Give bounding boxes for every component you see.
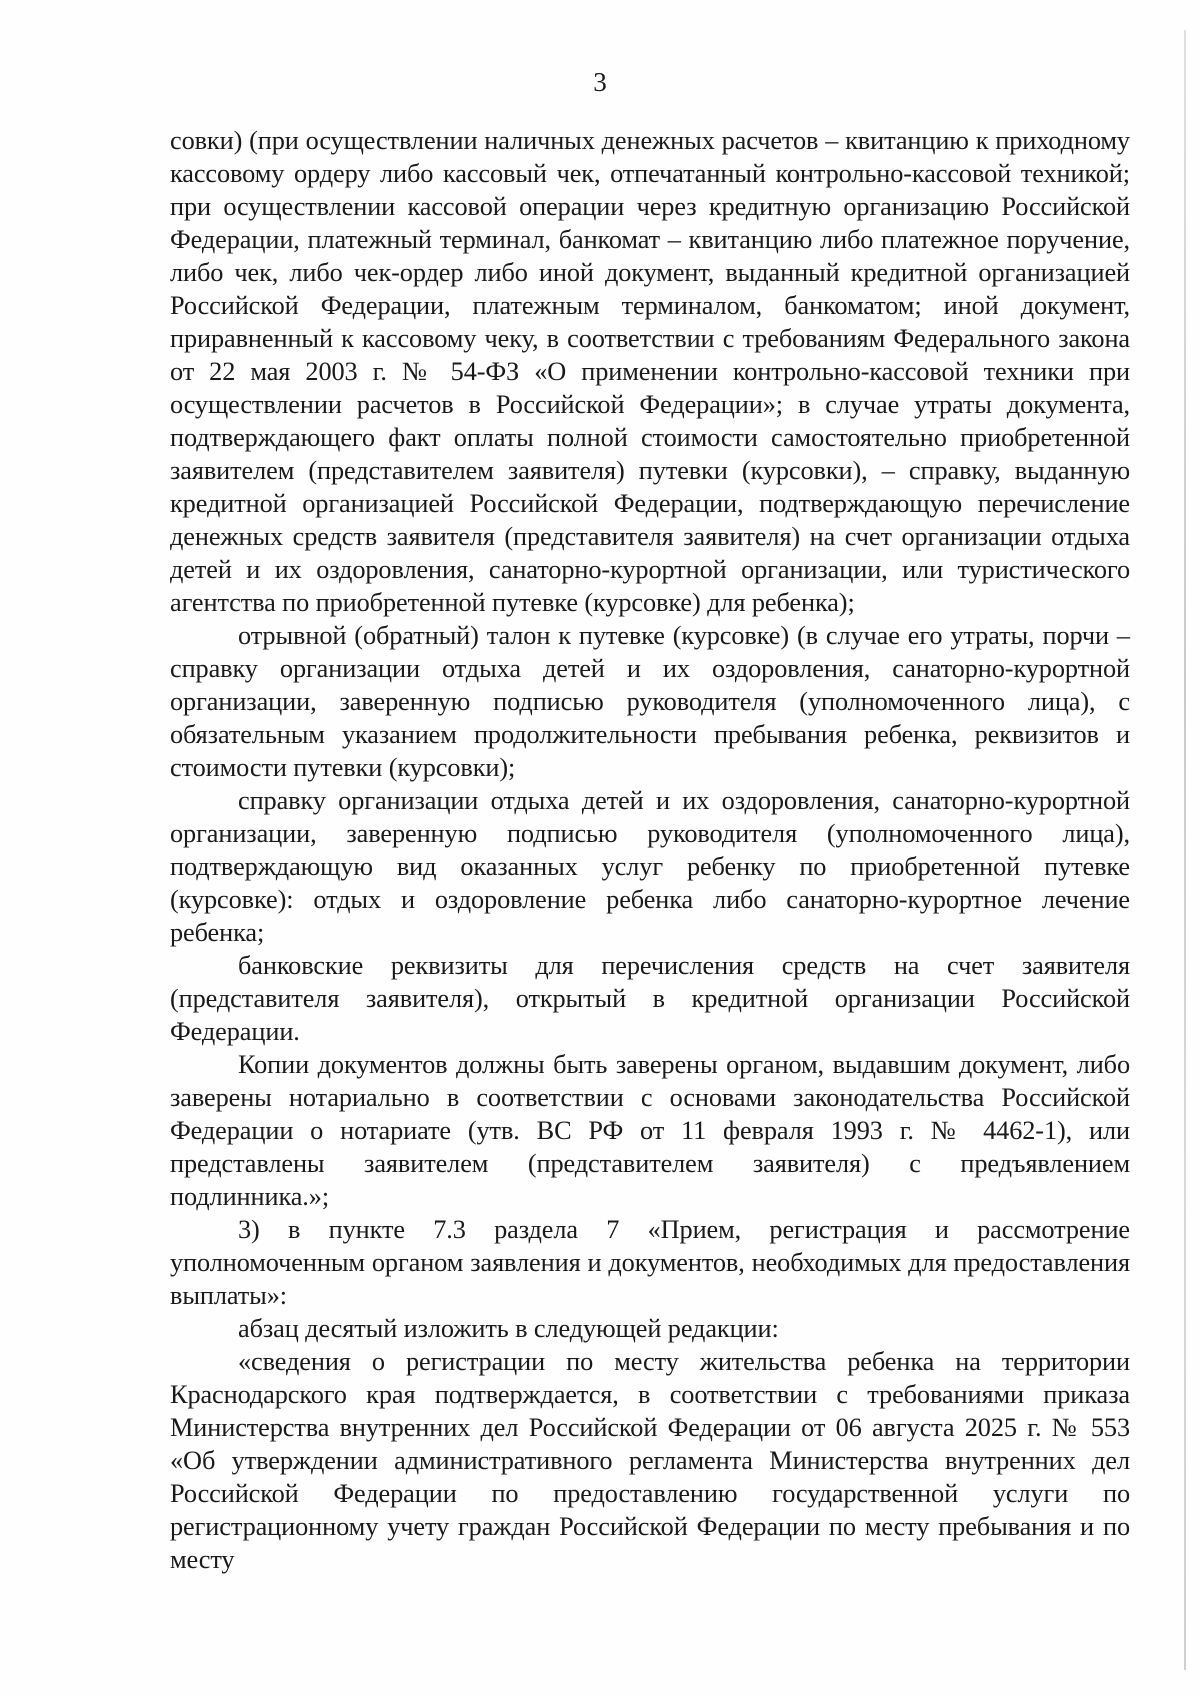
paragraph-3: справку организации отдыха детей и их оздоровления, санаторно-курортной организации, заверенную подписью руководителя (уполномоченного лица), подтверждающую вид оказанных услуг ребенку по приобретенной путевке (курсовке): отдых и оздоровление ребенка либо санаторно-курортное лечение ребенка; xyxy=(170,786,1130,947)
paragraph-5: Копии документов должны быть заверены органом, выдавшим документ, либо заверены нотариально в соответствии с основами законодательства Российской Федерации о нотариате (утв. ВС РФ от 11 февраля 1993 г. № 4462-1), или представлены заявителем (представителем заявителя) с предъявлением подлинника.»; xyxy=(170,1050,1130,1211)
paragraph-7: абзац десятый изложить в следующей редакции: xyxy=(238,1314,779,1343)
paragraph-4: банковские реквизиты для перечисления средств на счет заявителя (представителя заявителя), открытый в кредитной организации Российской Федерации. xyxy=(170,951,1130,1046)
paragraph-2: отрывной (обратный) талон к путевке (курсовке) (в случае его утраты, порчи – справку организации отдыха детей и их оздоровления, санаторно-курортной организации, заверенную подписью руководителя (уполномоченного лица), с обязательным указанием продолжительности пребывания ребенка, реквизитов и стоимости путевки (курсовки); xyxy=(170,621,1130,782)
document-body xyxy=(170,124,1130,1576)
paragraph-8: «сведения о регистрации по месту жительства ребенка на территории Краснодарского края подтверждается, в соответствии с требованиями приказа Министерства внутренних дел Российской Федерации от 06 августа 2025 г. № 553 «Об утверждении административного регламента Министерства внутренних дел Российской Федерации по предоставлению государственной услуги по регистрационному учету граждан Российской Федерации по месту пребывания и по месту xyxy=(170,1347,1130,1574)
page-number: 3 xyxy=(593,67,607,97)
scan-edge-line xyxy=(1184,30,1186,1670)
paragraph-1: совки) (при осуществлении наличных денежных расчетов – квитанцию к приходному кассовому ордеру либо кассовый чек, отпечатанный контрольно-кассовой техникой; при осуществлении кассовой операции через кредитную организацию Российской Федерации, платежный терминал, банкомат – квитанцию либо платежное поручение, либо чек, либо чек-ордер либо иной документ, выданный кредитной организацией Российской Федерации, платежным терминалом, банкоматом; иной документ, приравненный к кассовому чеку, в соответствии с требованиям Федерального закона от 22 мая 2003 г. № 54-ФЗ «О применении контрольно-кассовой техники при осуществлении расчетов в Российской Федерации»; в случае утраты документа, подтверждающего факт оплаты полной стоимости самостоятельно приобретенной заявителем (представителем заявителя) путевки (курсовки), – справку, выданную кредитной организацией Российской Федерации, подтверждающую перечисление денежных средств заявителя (представителя заявителя) на счет организации отдыха детей и их оздоровления, санаторно-курортной организации, или туристического агентства по приобретенной путевке (курсовке) для ребенка); xyxy=(170,126,1130,617)
paragraph-6: 3) в пункте 7.3 раздела 7 «Прием, регистрация и рассмотрение уполномоченным органом заявления и документов, необходимых для предоставления выплаты»: xyxy=(170,1215,1130,1310)
